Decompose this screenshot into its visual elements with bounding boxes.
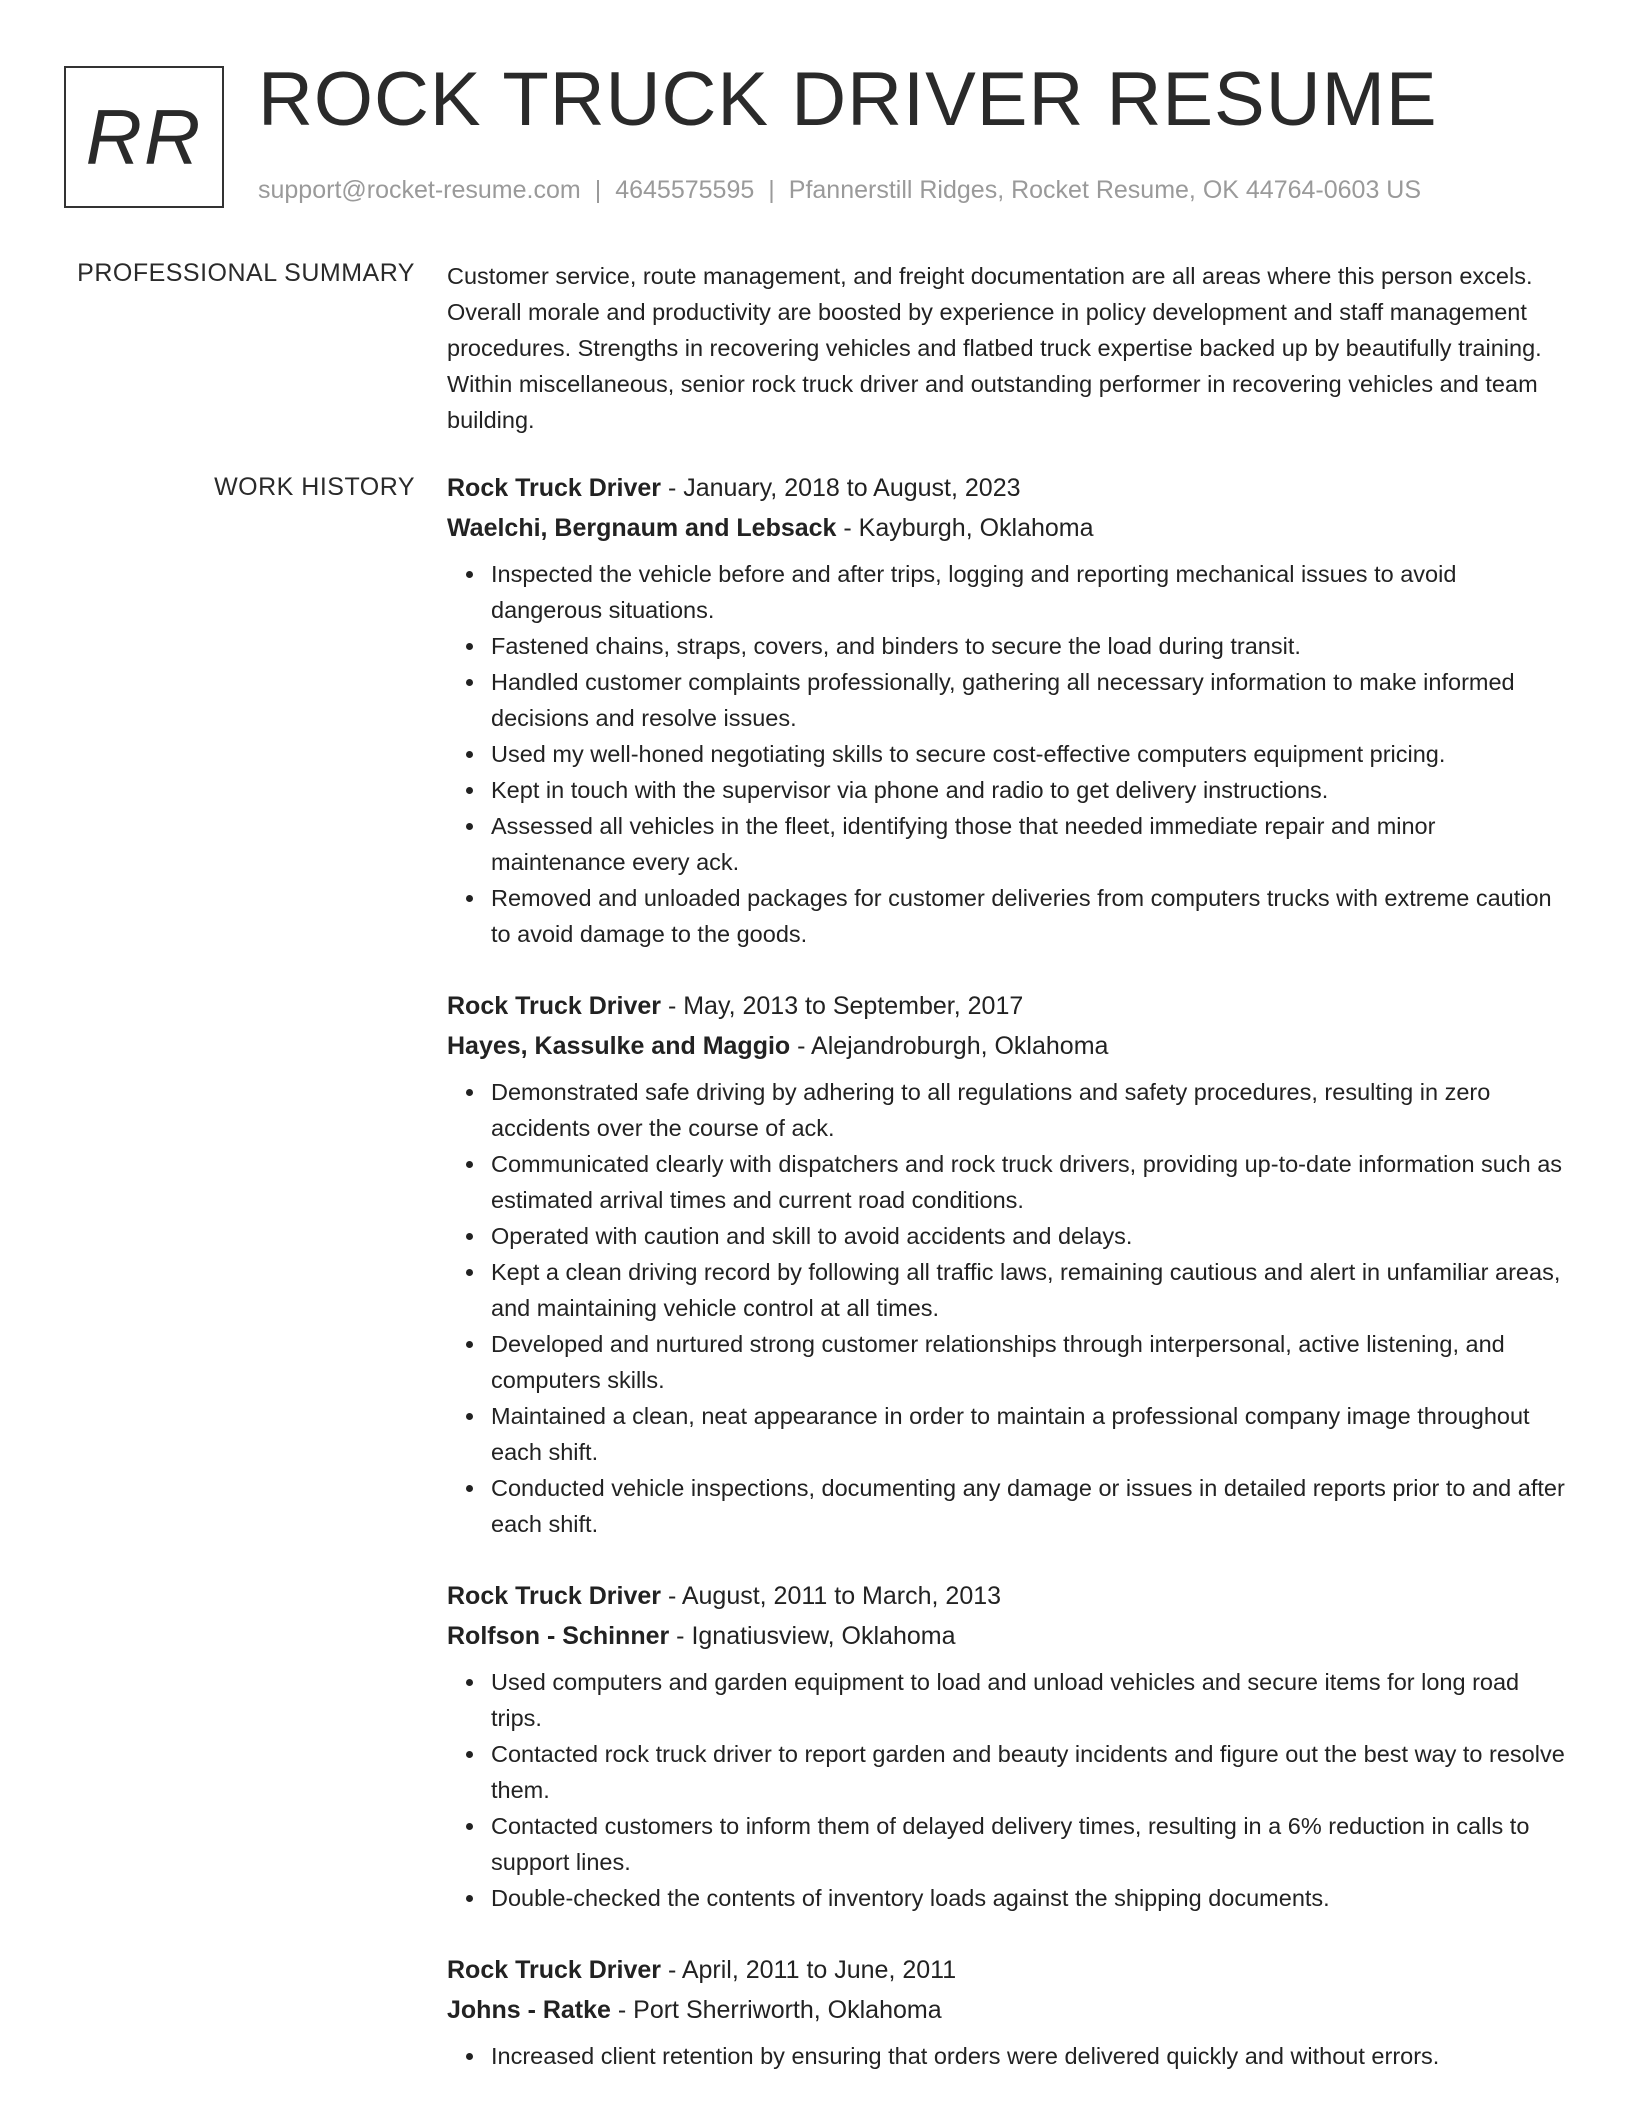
summary-text: Customer service, route management, and freight documentation are all areas where this person excels. Overall morale and productivity are boosted by experience in policy development and staff management procedures. Strengths in recovering vehicles and flatbed truck expertise backed up by beautifully training. Within miscellaneous, senior rock truck driver and outstanding performer in recovering vehicles and team building. [447, 263, 1542, 433]
job-entry [447, 1576, 1567, 1916]
job-location: - Alejandroburgh, Oklahoma [790, 1032, 1109, 1060]
job-bullet: Removed and unloaded packages for customer deliveries from computers trucks with extreme caution to avoid damage to the goods. [491, 880, 1567, 952]
job-bullet: Fastened chains, straps, covers, and binders to secure the load during transit. [491, 628, 1567, 664]
job-bullet: Double-checked the contents of inventory loads against the shipping documents. [491, 1880, 1567, 1916]
job-bullet: Handled customer complaints professionally, gathering all necessary information to make informed decisions and resolve issues. [491, 664, 1567, 736]
job-location: - Kayburgh, Oklahoma [836, 514, 1094, 542]
job-company: Hayes, Kassulke and Maggio [447, 1032, 791, 1060]
job-company-line [447, 1026, 1567, 1066]
job-bullet-list [447, 1664, 1567, 1916]
job-entry [447, 468, 1567, 952]
resume-title: ROCK TRUCK DRIVER RESUME [258, 57, 1438, 142]
job-bullet: Increased client retention by ensuring that orders were delivered quickly and without errors. [491, 2038, 1567, 2074]
job-company: Rolfson - Schinner [447, 1622, 670, 1650]
job-bullet: Kept a clean driving record by following all traffic laws, remaining cautious and alert in unfamiliar areas, and maintaining vehicle control at all times. [491, 1254, 1567, 1326]
job-company: Waelchi, Bergnaum and Lebsack [447, 514, 837, 542]
summary-section [447, 258, 1567, 438]
job-bullet: Operated with caution and skill to avoid accidents and delays. [491, 1218, 1567, 1254]
contact-email: support@rocket-resume.com [258, 176, 581, 204]
monogram-initials: RR [85, 92, 203, 181]
job-company: Johns - Ratke [447, 1996, 611, 2024]
job-title: Rock Truck Driver [447, 1956, 661, 1984]
job-bullet: Used computers and garden equipment to load and unload vehicles and secure items for long road trips. [491, 1664, 1567, 1736]
contact-line [258, 176, 1421, 205]
job-bullet: Maintained a clean, neat appearance in order to maintain a professional company image throughout each shift. [491, 1398, 1567, 1470]
job-company-line [447, 1990, 1567, 2030]
job-bullet: Demonstrated safe driving by adhering to all regulations and safety procedures, resulting in zero accidents over the course of ack. [491, 1074, 1567, 1146]
work-history-section [447, 468, 1567, 2108]
job-title-line [447, 986, 1567, 1026]
monogram-box [64, 66, 224, 208]
job-bullet: Inspected the vehicle before and after trips, logging and reporting mechanical issues to avoid dangerous situations. [491, 556, 1567, 628]
job-dates: - January, 2018 to August, 2023 [661, 474, 1021, 502]
job-entry [447, 986, 1567, 1542]
job-title: Rock Truck Driver [447, 992, 661, 1020]
job-bullet: Assessed all vehicles in the fleet, identifying those that needed immediate repair and minor maintenance every ack. [491, 808, 1567, 880]
job-title-line [447, 1576, 1567, 1616]
job-dates: - May, 2013 to September, 2017 [661, 992, 1024, 1020]
contact-separator: | [594, 176, 602, 204]
job-bullet: Developed and nurtured strong customer relationships through interpersonal, active listening, and computers skills. [491, 1326, 1567, 1398]
job-bullet: Communicated clearly with dispatchers and rock truck drivers, providing up-to-date information such as estimated arrival times and current road conditions. [491, 1146, 1567, 1218]
contact-separator: | [768, 176, 775, 204]
job-bullet-list [447, 2038, 1567, 2074]
job-title-line [447, 468, 1567, 508]
job-title-line [447, 1950, 1567, 1990]
job-entry [447, 1950, 1567, 2074]
job-bullet: Contacted customers to inform them of delayed delivery times, resulting in a 6% reduction in calls to support lines. [491, 1808, 1567, 1880]
job-title: Rock Truck Driver [447, 474, 661, 502]
job-dates: - August, 2011 to March, 2013 [661, 1582, 1002, 1610]
job-location: - Ignatiusview, Oklahoma [669, 1622, 956, 1650]
job-bullet: Conducted vehicle inspections, documenting any damage or issues in detailed reports prior to and after each shift. [491, 1470, 1567, 1542]
job-bullet-list [447, 556, 1567, 952]
job-company-line [447, 1616, 1567, 1656]
work-history-section-label: WORK HISTORY [214, 473, 415, 501]
job-bullet: Contacted rock truck driver to report garden and beauty incidents and figure out the best way to resolve them. [491, 1736, 1567, 1808]
job-dates: - April, 2011 to June, 2011 [661, 1956, 957, 1984]
contact-phone: 4645575595 [615, 176, 755, 204]
job-bullet: Used my well-honed negotiating skills to secure cost-effective computers equipment pricing. [491, 736, 1567, 772]
job-location: - Port Sherriworth, Oklahoma [610, 1996, 942, 2024]
contact-address: Pfannerstill Ridges, Rocket Resume, OK 44764-0603 US [788, 176, 1422, 204]
job-bullet: Kept in touch with the supervisor via phone and radio to get delivery instructions. [491, 772, 1567, 808]
job-company-line [447, 508, 1567, 548]
job-bullet-list [447, 1074, 1567, 1542]
summary-section-label: PROFESSIONAL SUMMARY [77, 259, 415, 287]
job-title: Rock Truck Driver [447, 1582, 661, 1610]
